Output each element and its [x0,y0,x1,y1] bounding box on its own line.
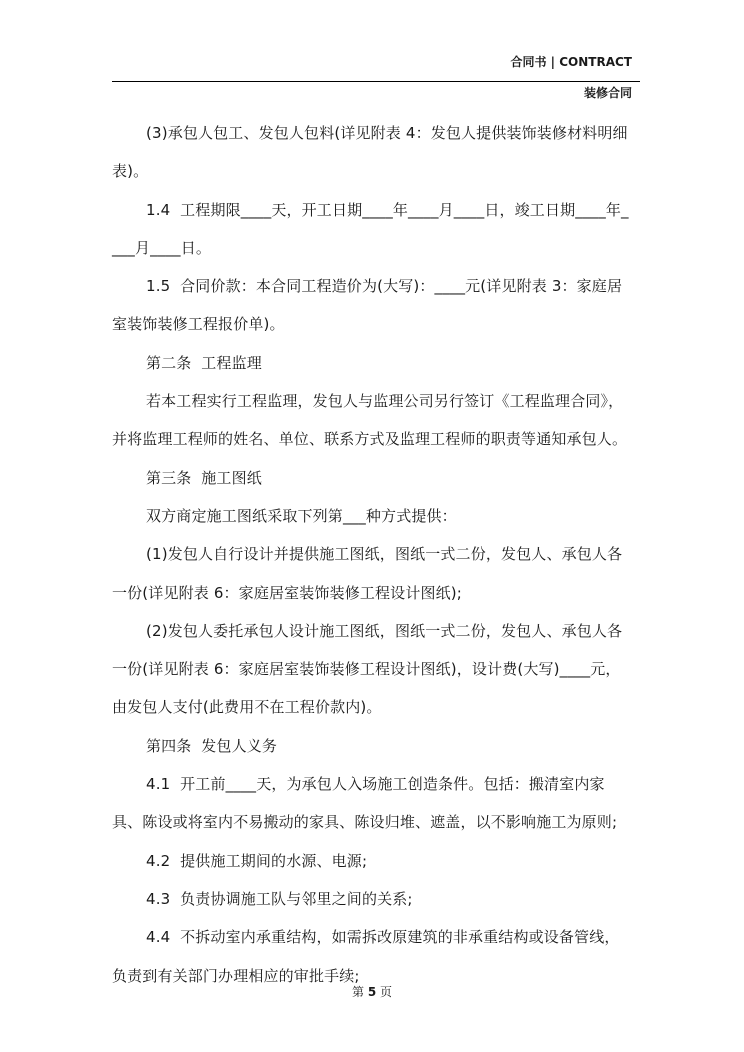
paragraph: 4.1 开工前____天，为承包人入场施工创造条件。包括：搬清室内家具、陈设或将室内不易搬动的家具、陈设归堆、遮盖，以不影响施工为原则; [112,775,618,832]
document-body [112,114,632,995]
header-divider [112,81,640,82]
paragraph: 4.4 不拆动室内承重结构，如需拆改原建筑的非承重结构或设备管线，负责到有关部门办理相应的审批手续; [112,928,620,985]
paragraph: 双方商定施工图纸采取下列第___种方式提供： [146,506,457,525]
paragraph: 若本工程实行工程监理，发包人与监理公司另行签订《工程监理合同》，并将监理工程师的姓名、单位、联系方式及监理工程师的职责等通知承包人。 [112,392,628,449]
header-subtitle: 装修合同 [583,86,632,100]
page-number: 5 [367,985,377,999]
page-number-footer [0,983,744,1000]
paragraph: 1.4 工程期限____天，开工日期____年____月____日，竣工日期____年____月____日。 [112,200,629,257]
page-suffix: 页 [376,985,392,999]
paragraph: (3)承包人包工、发包人包料(详见附表 4：发包人提供装饰装修材料明细表)。 [112,124,628,181]
section-heading: 第二条 工程监理 [146,353,262,372]
paragraph: 4.2 提供施工期间的水源、电源; [146,851,368,870]
section-heading: 第四条 发包人义务 [146,736,278,755]
header-title: 合同书 | CONTRACT [510,55,632,69]
page-prefix: 第 [351,985,368,999]
paragraph: 1.5 合同价款：本合同工程造价为(大写)：____元(详见附表 3：家庭居室装饰装修工程报价单)。 [112,277,623,334]
section-heading: 第三条 施工图纸 [146,468,262,487]
paragraph: 4.3 负责协调施工队与邻里之间的关系; [146,889,413,908]
paragraph: (2)发包人委托承包人设计施工图纸，图纸一式二份，发包人、承包人各一份(详见附表 6：家庭居室装饰装修工程设计图纸)，设计费(大写)____元，由发包人支付(此费用不在工程价款内)。 [112,621,623,717]
paragraph: (1)发包人自行设计并提供施工图纸，图纸一式二份，发包人、承包人各一份(详见附表 6：家庭居室装饰装修工程设计图纸); [112,545,623,602]
